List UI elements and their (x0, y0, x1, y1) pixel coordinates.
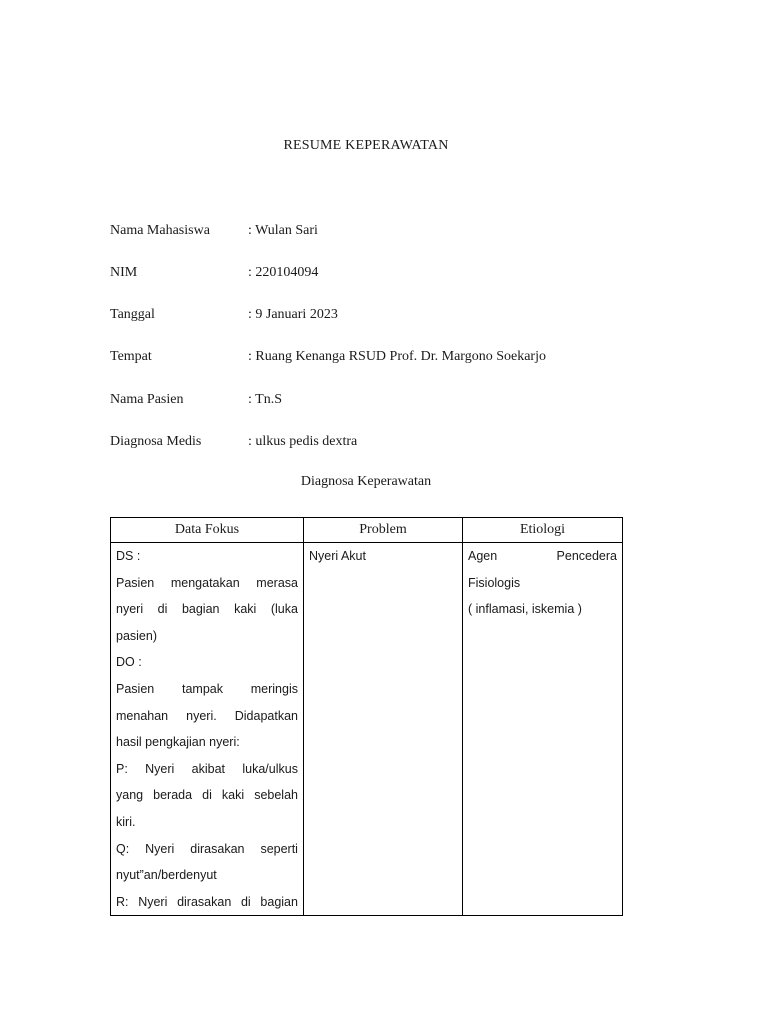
info-value: : ulkus pedis dextra (248, 434, 358, 449)
info-value: : Wulan Sari (248, 223, 318, 238)
etiologi-line: ( inflamasi, iskemia ) (468, 602, 582, 617)
etiologi-cell (463, 543, 623, 916)
column-header-data-fokus: Data Fokus (111, 518, 304, 543)
etiologi-line: Fisiologis (468, 575, 521, 590)
etiologi-line: Agen Pencedera (468, 549, 617, 563)
table-row (111, 543, 623, 916)
do-line: hasil pengkajian nyeri: (116, 735, 240, 750)
document-title: RESUME KEPERAWATAN (283, 138, 449, 153)
ds-heading: DS : (116, 549, 141, 563)
do-line: menahan nyeri. Didapatkan (116, 708, 298, 723)
info-label: Tempat (110, 349, 152, 364)
info-label: Diagnosa Medis (110, 434, 202, 449)
info-value: : 220104094 (248, 265, 319, 280)
ds-line: Pasien mengatakan merasa (116, 575, 298, 590)
column-header-problem: Problem (304, 518, 463, 543)
section-title: Diagnosa Keperawatan (300, 474, 432, 489)
column-header-etiologi: Etiologi (463, 518, 623, 543)
ds-line: pasien) (116, 628, 157, 643)
problem-text: Nyeri Akut (309, 549, 366, 563)
info-label: Nama Mahasiswa (110, 223, 210, 238)
info-value: : Ruang Kenanga RSUD Prof. Dr. Margono Soekarjo (248, 349, 546, 364)
p-line: P: Nyeri akibat luka/ulkus (116, 761, 298, 776)
q-line: nyut”an/berdenyut (116, 868, 217, 883)
info-label: Tanggal (110, 307, 155, 322)
problem-cell (304, 543, 463, 916)
info-value: : 9 Januari 2023 (248, 307, 338, 322)
r-line: R: Nyeri dirasakan di bagian (116, 894, 298, 909)
info-label: NIM (110, 265, 138, 280)
p-line: kiri. (116, 814, 136, 829)
q-line: Q: Nyeri dirasakan seperti (116, 841, 298, 856)
ds-line: nyeri di bagian kaki (luka (116, 602, 298, 617)
table-header-row (111, 518, 623, 543)
info-label: Nama Pasien (110, 392, 184, 407)
data-fokus-cell (111, 543, 304, 916)
p-line: yang berada di kaki sebelah (116, 788, 298, 803)
do-heading: DO : (116, 655, 142, 670)
diagnosa-table (110, 517, 623, 916)
do-line: Pasien tampak meringis (116, 681, 298, 696)
info-value: : Tn.S (248, 392, 282, 407)
